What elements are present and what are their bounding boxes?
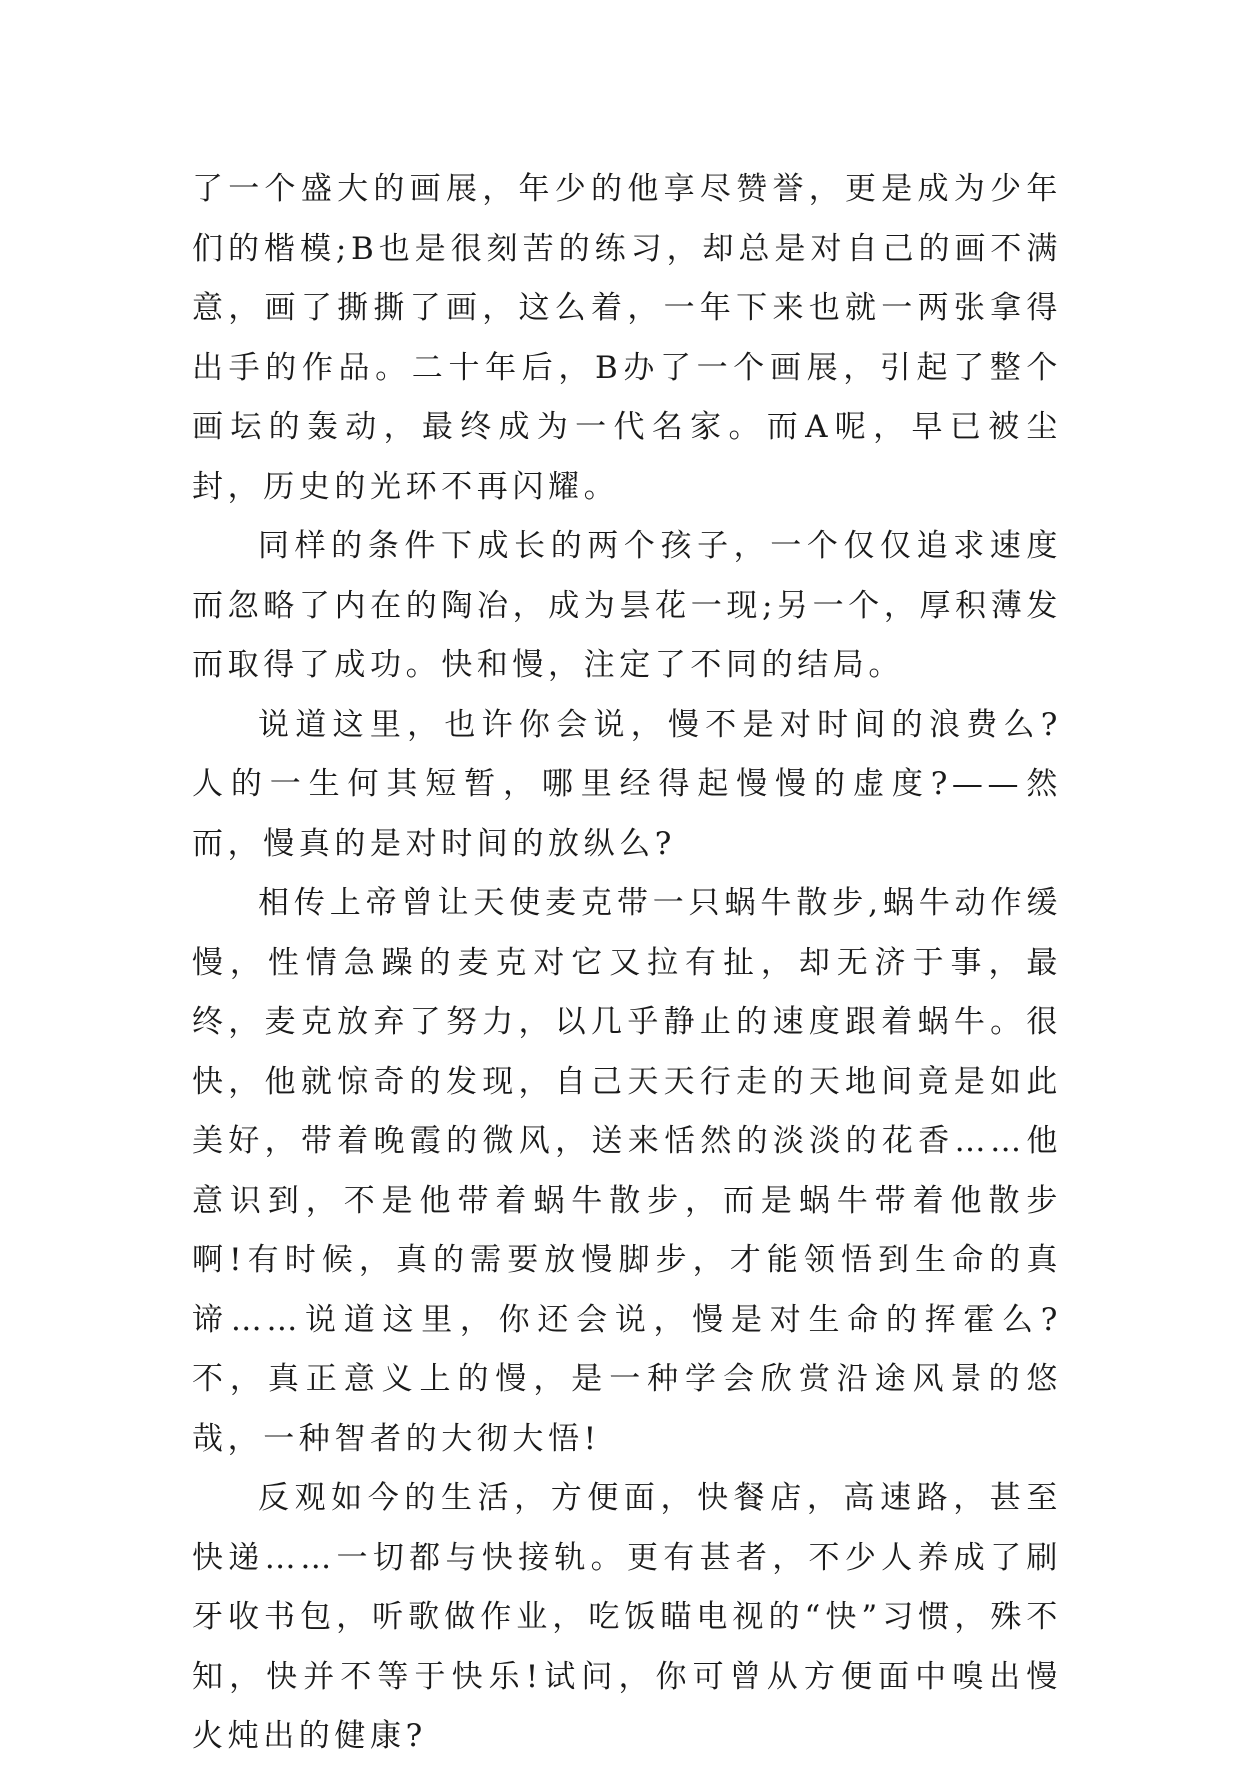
paragraph-1: 了一个盛大的画展，年少的他享尽赞誉，更是成为少年们的楷模;B也是很刻苦的练习，却总是对自己的画不满意，画了撕撕了画，这么着，一年下来也就一两张拿得出手的作品。二十年后，B办了一个画展，引起了整个画坛的轰动，最终成为一代名家。而A呢，早已被尘封，历史的光环不再闪耀。 [192,171,1062,505]
paragraph-4: 相传上帝曾让天使麦克带一只蜗牛散步,蜗牛动作缓慢，性情急躁的麦克对它又拉有扯，却无济于事，最终，麦克放弃了努力，以几乎静止的速度跟着蜗牛。很快，他就惊奇的发现，自己天天行走的天地间竟是如此美好，带着晚霞的微风，送来恬然的淡淡的花香……他意识到，不是他带着蜗牛散步，而是蜗牛带着他散步啊!有时候，真的需要放慢脚步，才能领悟到生命的真谛……说道这里，你还会说，慢是对生命的挥霍么?不，真正意义上的慢，是一种学会欣赏沿途风景的悠哉，一种智者的大彻大悟! [192,885,1062,1457]
paragraph-2: 同样的条件下成长的两个孩子，一个仅仅追求速度而忽略了内在的陶冶，成为昙花一现;另一个，厚积薄发而取得了成功。快和慢，注定了不同的结局。 [192,528,1062,683]
body-text [192,160,1062,1767]
paragraph-3: 说道这里，也许你会说，慢不是对时间的浪费么?人的一生何其短暂，哪里经得起慢慢的虚度?——然而，慢真的是对时间的放纵么? [192,706,1062,862]
paragraph-5: 反观如今的生活，方便面，快餐店，高速路，甚至快递……一切都与快接轨。更有甚者，不少人养成了刷牙收书包，听歌做作业，吃饭瞄电视的“快”习惯，殊不知，快并不等于快乐!试问，你可曾从方便面中嗅出慢火炖出的健康? [192,1480,1062,1754]
